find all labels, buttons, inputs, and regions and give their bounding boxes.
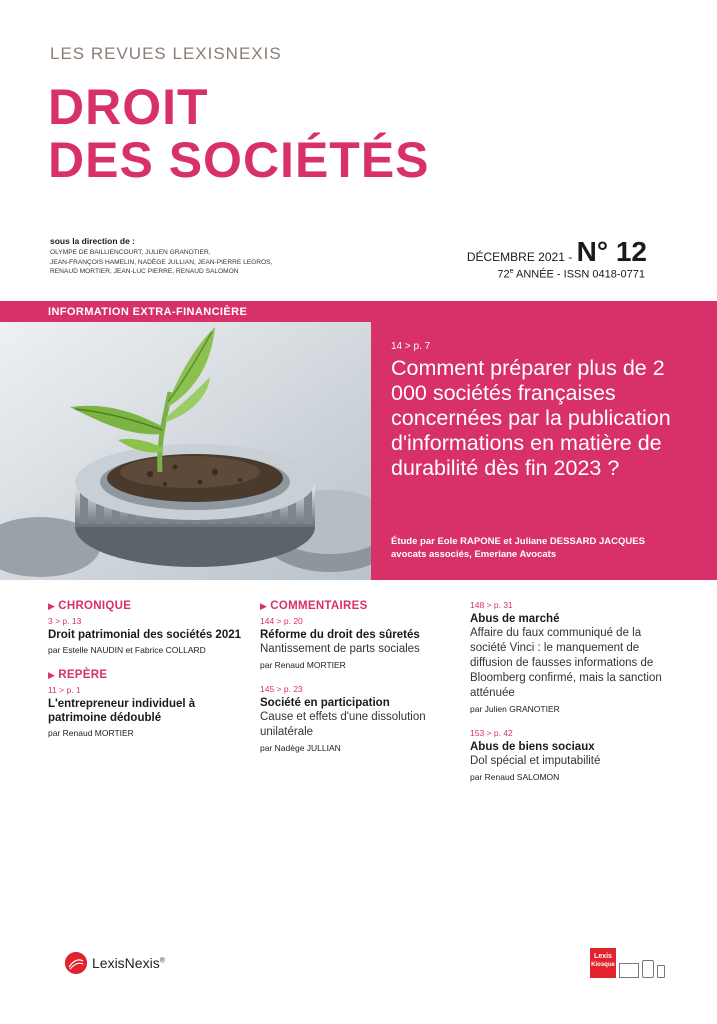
feature-ref: 14 > p. 7: [391, 341, 431, 352]
entry-title: Réforme du droit des sûretés: [260, 629, 420, 641]
seedling-on-gears-illustration: [0, 322, 371, 580]
list-item[interactable]: [48, 685, 248, 738]
entry-title: Abus de marché: [470, 613, 560, 625]
cover-image: [0, 322, 371, 580]
lexis-kiosque-badge[interactable]: [590, 948, 665, 978]
issue-year-sup: e: [509, 268, 514, 275]
list-item[interactable]: [470, 728, 670, 782]
entry-ref: 11 > p. 1: [48, 685, 81, 695]
laptop-icon: [619, 963, 639, 978]
triangle-right-icon: ▶: [260, 601, 268, 611]
entry-ref: 145 > p. 23: [260, 684, 303, 694]
rubric-label: REPÈRE: [58, 669, 108, 681]
logo-wordmark: LexisNexis: [92, 955, 160, 971]
kiosque-line1: Lexis: [594, 953, 612, 960]
direction-label: sous la direction de :: [50, 236, 136, 246]
entry-subtitle: Affaire du faux communiqué de la société Vinci : le manquement de diffusion de fausses informations de Bloomberg confirmé, mais la sanction atténuée: [470, 627, 662, 699]
lexisnexis-logo-icon: [65, 952, 87, 974]
entry-author: par Renaud SALOMON: [470, 772, 560, 782]
column-1: [48, 600, 248, 752]
entry-author: par Julien GRANOTIER: [470, 704, 560, 714]
section-band: INFORMATION EXTRA-FINANCIÈRE: [0, 301, 371, 322]
issue-issn: ANNÉE - ISSN 0418-0771: [513, 268, 645, 281]
direction-names-line3: RENAUD MORTIER, JEAN-LUC PIERRE, RENAUD SALOMON: [50, 268, 239, 275]
list-item[interactable]: [260, 684, 460, 753]
issue-number: N° 12: [576, 236, 647, 267]
direction-names-line1: OLYMPE DE BAILLIENCOURT, JULIEN GRANOTIER,: [50, 249, 211, 256]
entry-ref: 3 > p. 13: [48, 616, 82, 626]
entry-ref: 153 > p. 42: [470, 728, 513, 738]
entry-subtitle: Cause et effets d'une dissolution unilatérale: [260, 711, 426, 738]
feature-title[interactable]: Comment préparer plus de 2 000 sociétés françaises concernées par la publication d'informations en matière de durabilité dès fin 2023 ?: [391, 356, 671, 480]
entry-subtitle: Nantissement de parts sociales: [260, 643, 420, 655]
direction-names-line2: JEAN-FRANÇOIS HAMELIN, NADÈGE JULLIAN, JEAN-PIERRE LEGROS,: [50, 258, 273, 266]
entry-title: L'entrepreneur individuel à patrimoine dédoublé: [48, 698, 196, 724]
issue-date: DÉCEMBRE 2021 -: [466, 250, 573, 264]
entry-title: Abus de biens sociaux: [470, 741, 595, 753]
entry-title: Droit patrimonial des sociétés 2021: [48, 629, 242, 641]
journal-title-line1: DROIT: [48, 79, 209, 135]
list-item[interactable]: [470, 600, 670, 714]
column-3: [470, 600, 670, 796]
logo-text: [92, 955, 165, 971]
entry-ref: 148 > p. 31: [470, 600, 513, 610]
list-item[interactable]: [48, 616, 248, 655]
feature-panel: [371, 301, 717, 580]
kiosque-box: [590, 948, 616, 978]
issue-year-num: 72: [497, 268, 510, 281]
triangle-right-icon: ▶: [48, 670, 56, 680]
entry-author: par Nadège JULLIAN: [260, 743, 341, 753]
kiosque-line2: Kiosque: [591, 962, 615, 968]
entry-author: par Renaud MORTIER: [260, 660, 346, 670]
entry-ref: 144 > p. 20: [260, 616, 303, 626]
feature-authors: [391, 535, 711, 561]
rubric-label: CHRONIQUE: [58, 600, 132, 612]
logo-registered: ®: [159, 957, 165, 965]
triangle-right-icon: ▶: [48, 601, 56, 611]
entry-title: Société en participation: [260, 697, 390, 709]
feature-authors-line2: avocats associés, Emeriane Avocats: [391, 549, 557, 560]
series-name: LES REVUES LEXISNEXIS: [50, 44, 282, 63]
rubric-chronique: [48, 600, 248, 612]
list-item[interactable]: [260, 616, 460, 670]
feature-authors-line1: Étude par Eole RAPONE et Juliane DESSARD JACQUES: [391, 536, 645, 547]
column-2: [260, 600, 460, 767]
entry-subtitle: Dol spécial et imputabilité: [470, 755, 601, 767]
journal-title-line2: DES SOCIÉTÉS: [48, 132, 430, 188]
rubric-commentaires: [260, 600, 460, 612]
lexisnexis-logo[interactable]: [65, 952, 165, 974]
rubric-label: COMMENTAIRES: [270, 600, 368, 612]
issue-year: [497, 268, 645, 281]
rubric-repere: [48, 669, 248, 681]
phone-icon: [657, 965, 665, 978]
direction-names: [50, 248, 300, 277]
tablet-icon: [642, 960, 654, 978]
issue-info: [467, 236, 647, 268]
entry-author: par Estelle NAUDIN et Fabrice COLLARD: [48, 645, 206, 655]
entry-author: par Renaud MORTIER: [48, 728, 134, 738]
